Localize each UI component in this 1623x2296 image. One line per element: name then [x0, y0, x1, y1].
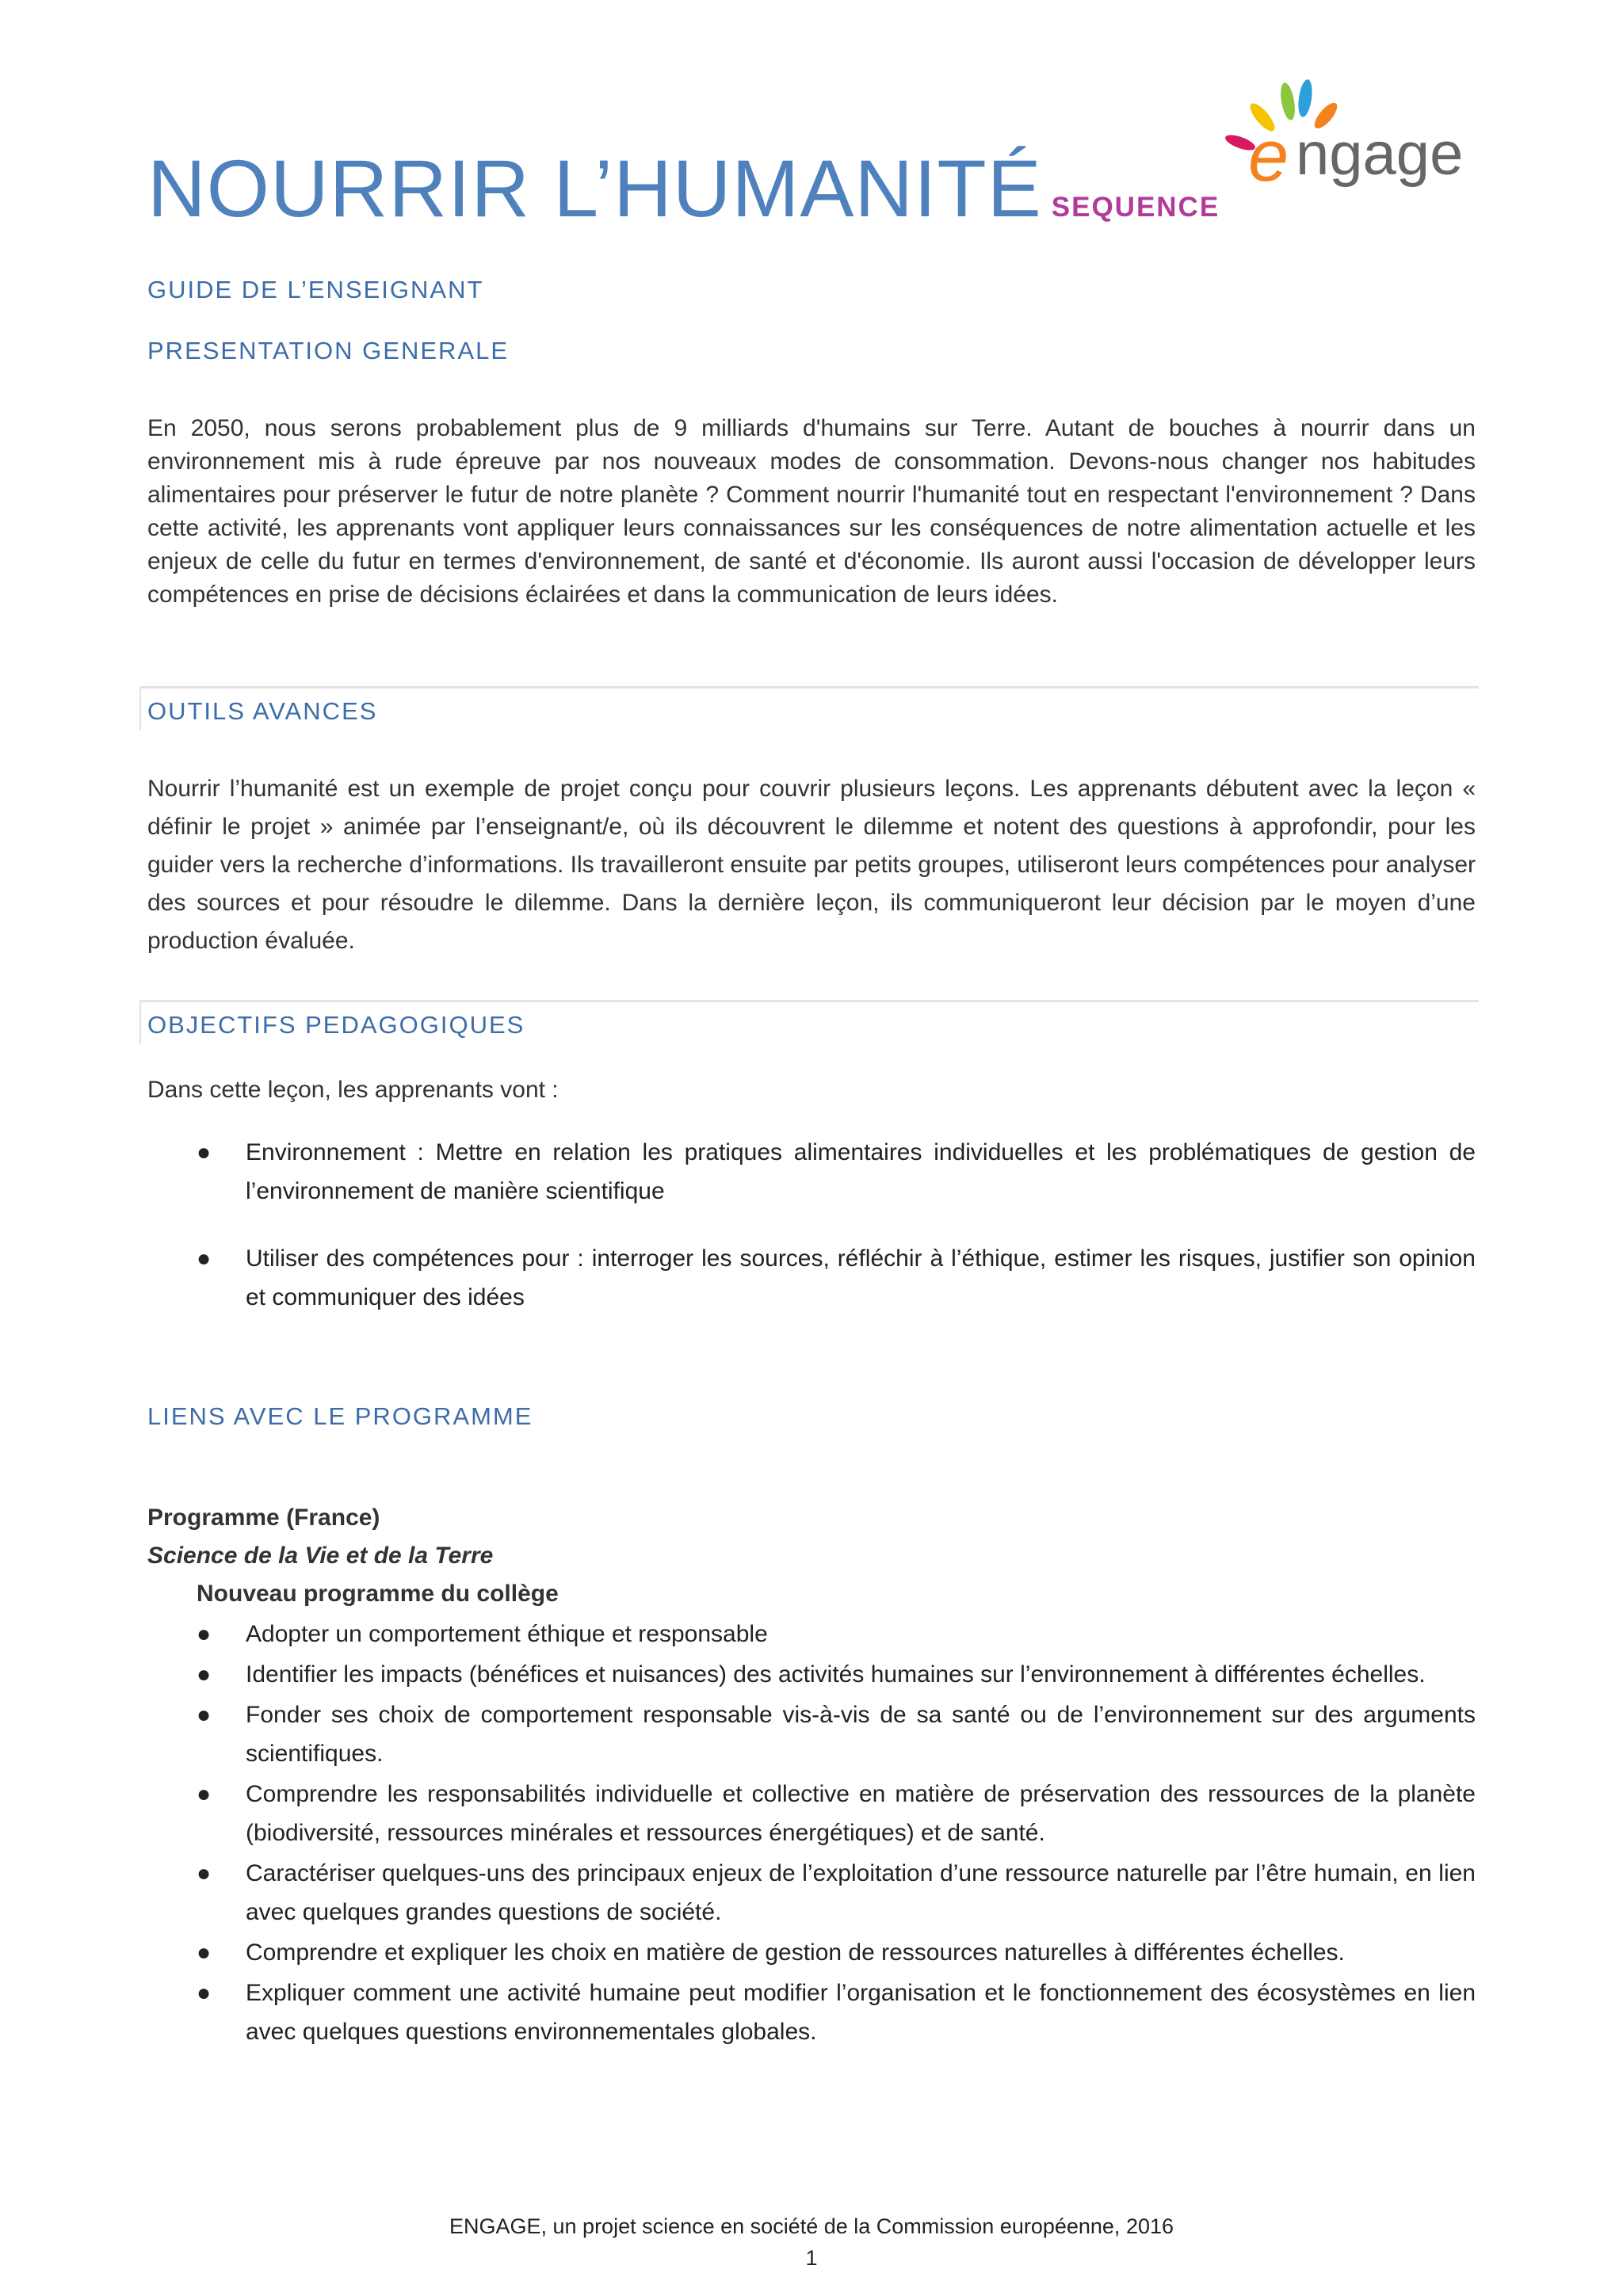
list-item: ● Expliquer comment une activité humaine peut modifier l’organisation et le fonctionnement des écosystèmes en lien avec quelques questions environnementales globales. — [147, 1974, 1476, 2051]
section-divider-side — [139, 686, 141, 730]
bullet-icon: ● — [197, 1245, 212, 1272]
list-item: ● Adopter un comportement éthique et responsable — [147, 1615, 1476, 1653]
programme-label: Programme (France) — [147, 1505, 380, 1531]
programme-list — [147, 1615, 1476, 2053]
bullet-icon: ● — [197, 1621, 212, 1647]
page-number: 1 — [805, 2246, 818, 2270]
discipline-label: Science de la Vie et de la Terre — [147, 1543, 494, 1569]
bullet-icon: ● — [197, 1860, 212, 1886]
objectifs-list — [147, 1133, 1476, 1345]
bullet-icon: ● — [197, 1661, 212, 1688]
objectifs-heading: OBJECTIFS PEDAGOGIQUES — [147, 1011, 525, 1039]
list-item: ● Utiliser des compétences pour : interroger les sources, réfléchir à l’éthique, estimer les risques, justifier son opinion et communiquer des idées — [147, 1239, 1476, 1317]
bullet-icon: ● — [197, 1702, 212, 1728]
section-divider — [139, 1000, 1479, 1002]
presentation-paragraph: En 2050, nous serons probablement plus de 9 milliards d'humains sur Terre. Autant de bouches à nourrir dans un environnement mis à rude épreuve par nos nouveaux modes de consommation. Devons-nous changer nos habitudes alimentaires pour préserver le futur de notre planète ? Comment nourrir l'humanité tout en respectant l'environnement ? Dans cette activité, les apprenants vont appliquer leurs connaissances sur les conséquences de notre alimentation actuelle et les enjeux de celle du futur en termes d'environnement, de santé et d'économie. Ils auront aussi l'occasion de développer leurs compétences en prise de décisions éclairées et dans la communication de leurs idées. — [147, 415, 1476, 608]
bullet-icon: ● — [197, 1939, 212, 1966]
engage-logo — [1216, 70, 1526, 196]
list-item: ● Comprendre et expliquer les choix en matière de gestion de ressources naturelles à différentes échelles. — [147, 1933, 1476, 1972]
section-divider-side — [139, 1000, 141, 1044]
bullet-icon: ● — [197, 1781, 212, 1807]
document-title: NOURRIR L’HUMANITÉ — [147, 143, 1042, 234]
objectifs-intro: Dans cette leçon, les apprenants vont : — [147, 1077, 559, 1103]
list-item: ● Caractériser quelques-uns des principaux enjeux de l’exploitation d’une ressource naturelle par l’être humain, en lien avec quelques grandes questions de société. — [147, 1854, 1476, 1932]
list-item: ● Comprendre les responsabilités individuelle et collective en matière de préservation des ressources de la planète (biodiversité, ressources minérales et ressources énergétiques) et de santé. — [147, 1775, 1476, 1852]
liens-heading: LIENS AVEC LE PROGRAMME — [147, 1402, 533, 1430]
outils-paragraph: Nourrir l’humanité est un exemple de projet conçu pour couvrir plusieurs leçons. Les apprenants débutent avec la leçon « définir le projet » animée par l’enseignant/e, où ils découvrent le dilemme et notent des questions à approfondir, pour les guider vers la recherche d’informations. Ils travailleront ensuite par petits groupes, utiliseront leurs compétences pour analyser des sources et pour résoudre le dilemme. Dans la dernière leçon, ils communiqueront leur décision par le moyen d’une production évaluée. — [147, 776, 1476, 954]
list-item: ● Environnement : Mettre en relation les pratiques alimentaires individuelles et les problématiques de gestion de l’environnement de manière scientifique — [147, 1133, 1476, 1211]
document-subtitle: SEQUENCE — [1051, 192, 1220, 223]
outils-heading: OUTILS AVANCES — [147, 697, 378, 725]
nouveau-programme-label: Nouveau programme du collège — [197, 1581, 559, 1607]
list-item: ● Identifier les impacts (bénéfices et nuisances) des activités humaines sur l’environnement à différentes échelles. — [147, 1655, 1476, 1694]
title-row — [147, 143, 1220, 235]
presentation-heading: PRESENTATION GENERALE — [147, 337, 509, 364]
logo-e: e — [1248, 116, 1289, 196]
section-divider — [139, 686, 1479, 688]
list-item: ● Fonder ses choix de comportement responsable vis-à-vis de sa santé ou de l’environnement sur des arguments scientifiques. — [147, 1695, 1476, 1773]
guide-heading: GUIDE DE L’ENSEIGNANT — [147, 276, 484, 303]
logo-wordmark: ngage — [1296, 120, 1464, 188]
bullet-icon: ● — [197, 1139, 212, 1165]
footer-text: ENGAGE, un projet science en société de la Commission européenne, 2016 — [449, 2214, 1174, 2238]
bullet-icon: ● — [197, 1980, 212, 2006]
